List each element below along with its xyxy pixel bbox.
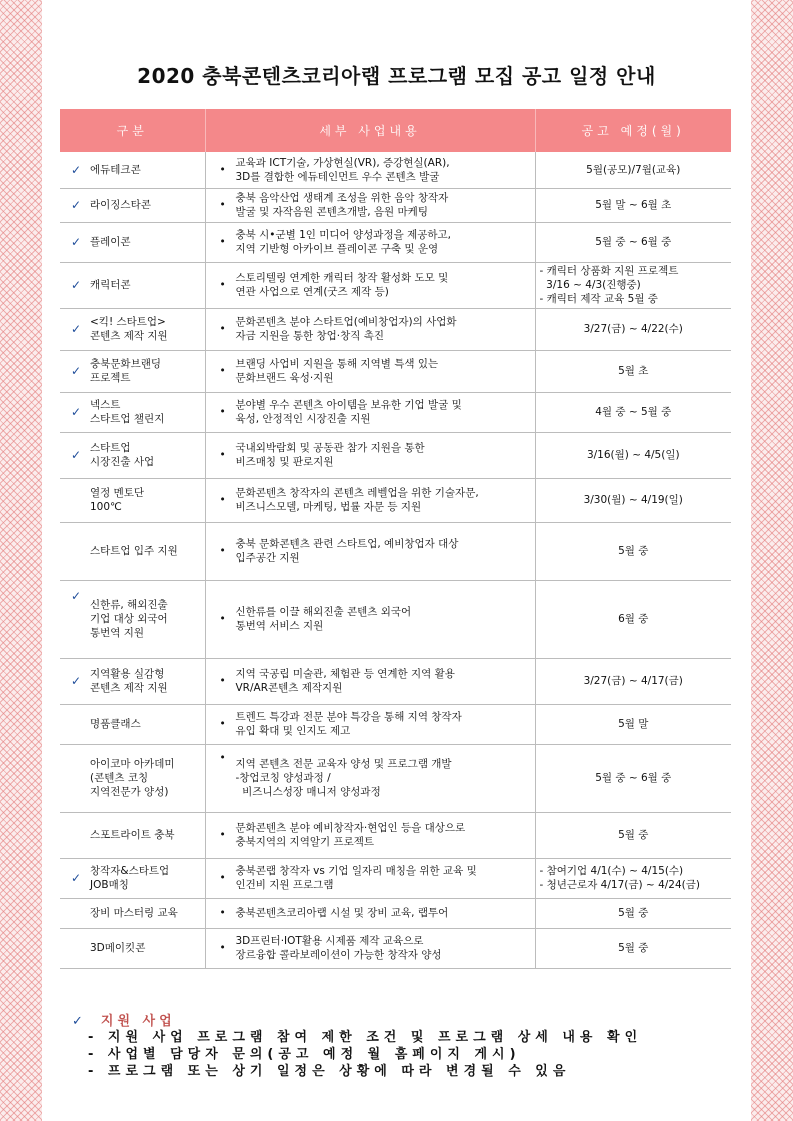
category-name: 100℃ [90,501,122,513]
schedule-cell [535,478,731,522]
details-text: VR/AR콘텐츠 제작지원 [235,682,343,694]
details-cell [205,928,535,968]
document-page [42,0,751,1121]
bullet-icon: • [219,163,226,176]
category-name: <킥! 스타트업> [90,316,166,328]
table-row [60,188,731,222]
details-cell [205,152,535,188]
bullet-icon: • [219,942,226,954]
check-icon: ✓ [71,448,82,462]
details-cell [205,898,535,928]
details-cell [205,350,535,392]
bullet-icon: • [219,872,226,884]
schedule-cell [535,152,731,188]
category-name: 넥스트 [90,399,121,411]
details-text: 지역 국공립 미술관, 체험관 등 연계한 지역 활용 [235,668,455,680]
schedule-text: 5월 중 [618,907,649,919]
footer-heading-text: 지원 사업 [100,1014,176,1029]
category-name: JOB매칭 [90,879,129,891]
details-text: 충북 음악산업 생태계 조성을 위한 음악 창작자 [235,192,449,204]
details-cell [205,478,535,522]
header-details: 세부 사업내용 [205,109,535,152]
category-name: 충북문화브랜딩 [90,358,162,370]
details-cell [205,262,535,308]
schedule-text: 3/30(월) ~ 4/19(일) [583,494,683,506]
details-text: 문화콘텐츠 분야 예비창작자·현업인 등을 대상으로 [235,822,466,834]
details-text: 신한류를 이끌 해외진출 콘텐츠 외국어 [235,606,412,618]
category-cell [60,580,205,658]
schedule-text: 3/16(월) ~ 4/5(일) [586,449,680,461]
category-name: 지역전문가 양성) [90,786,169,798]
schedule-cell [535,898,731,928]
details-cell [205,580,535,658]
check-icon: ✓ [71,405,82,419]
check-icon: ✓ [71,162,82,177]
category-cell [60,350,205,392]
table-row [60,478,731,522]
details-cell [205,744,535,812]
details-text: 3D프린터·IOT활용 시제품 제작 교육으로 [235,935,424,947]
category-name: 신한류, 해외진출 [90,599,168,611]
check-icon: ✓ [71,871,82,885]
schedule-text: 5월 중 [618,829,649,841]
category-name: 콘텐츠 제작 지원 [90,682,168,694]
table-header-row [60,109,731,152]
details-text: 충북콘랩 창작자 vs 기업 일자리 매칭을 위한 교육 및 [235,865,477,877]
schedule-text: 5월 말 ~ 6월 초 [595,199,672,211]
footer-line: - 지원 사업 프로그램 참여 제한 조건 및 프로그램 상세 내용 확인 [88,1030,643,1045]
details-text: 비즈니스모델, 마케팅, 법률 자문 등 지원 [235,501,422,513]
schedule-cell [535,432,731,478]
category-cell [60,188,205,222]
table-row [60,812,731,858]
category-name: 콘텐츠 제작 지원 [90,330,168,342]
details-text: 발굴 및 자작음원 콘텐츠개발, 음원 마케팅 [235,206,428,218]
schedule-cell [535,812,731,858]
details-text: 충북콘텐츠코리아랩 시설 및 장비 교육, 랩투어 [235,907,449,919]
schedule-cell [535,580,731,658]
schedule-text: 5월 중 ~ 6월 중 [595,236,672,248]
bullet-icon: • [219,751,226,764]
details-text: 트렌드 특강과 전문 분야 특강을 통해 지역 창작자 [235,711,462,723]
schedule-cell [535,858,731,898]
category-name: 스포트라이트 충북 [90,829,175,841]
category-name: 프로젝트 [90,372,131,384]
details-text: 연관 사업으로 연계(굿즈 제작 등) [235,286,389,298]
category-cell [60,812,205,858]
table-row [60,522,731,580]
bullet-icon: • [219,545,226,557]
bullet-icon: • [219,829,226,841]
table-row [60,704,731,744]
footer-heading [72,1010,732,1029]
table-row [60,928,731,968]
details-text: 충북 문화콘텐츠 관련 스타트업, 예비창업자 대상 [235,538,459,550]
details-text: 입주공간 지원 [235,552,300,564]
category-name: 기업 대상 외국어 [90,613,168,625]
details-text: 비즈니스성장 매니저 양성과정 [235,786,381,798]
category-name: 스타트업 챌린지 [90,413,165,425]
details-text: 충북 시•군별 1인 미디어 양성과정을 제공하고, [235,229,451,241]
details-cell [205,522,535,580]
details-text: 국내외박람회 및 공동관 참가 지원을 통한 [235,442,425,454]
category-name: 스타트업 입주 지원 [90,545,178,557]
schedule-cell [535,744,731,812]
details-text: 문화브랜드 육성·지원 [235,372,334,384]
bullet-icon: • [219,199,226,211]
check-icon: ✓ [71,278,82,292]
details-cell [205,222,535,262]
details-text: 통번역 서비스 지원 [235,620,324,632]
footer-notes [72,1010,732,1080]
details-cell [205,658,535,704]
schedule-cell [535,188,731,222]
check-icon: ✓ [71,235,82,249]
schedule-text: 3/27(금) ~ 4/17(금) [583,675,683,687]
details-text: 장르융합 콜라보레이션이 가능한 창작자 양성 [235,949,442,961]
header-category: 구분 [60,109,205,152]
schedule-table [60,109,731,969]
details-text: 자금 지원을 통한 창업·창직 촉진 [235,330,385,342]
table-row [60,744,731,812]
check-icon: ✓ [72,1014,87,1029]
category-cell [60,308,205,350]
page-title: 2020 충북콘텐츠코리아랩 프로그램 모집 공고 일정 안내 [137,64,656,88]
category-name: 시장진출 사업 [90,456,155,468]
schedule-text: 3/16 ~ 4/3(진행중) [539,279,641,291]
category-cell [60,222,205,262]
details-cell [205,188,535,222]
category-cell [60,432,205,478]
check-icon: ✓ [71,674,82,688]
bullet-icon: • [219,494,226,506]
details-text: 인건비 지원 프로그램 [235,879,334,891]
details-cell [205,704,535,744]
category-name: 통번역 지원 [90,627,145,639]
left-pattern-border [0,0,42,1121]
schedule-text: - 청년근로자 4/17(금) ~ 4/24(금) [539,879,700,891]
header-schedule: 공고 예정(월) [535,109,731,152]
bullet-icon: • [219,236,226,248]
bullet-icon: • [219,718,226,730]
right-pattern-border [751,0,793,1121]
details-text: 스토리텔링 연계한 캐릭터 창작 활성화 도모 및 [235,272,449,284]
category-cell [60,658,205,704]
category-cell [60,858,205,898]
schedule-cell [535,928,731,968]
details-text: 문화콘텐츠 분야 스타트업(예비창업자)의 사업화 [235,316,457,328]
schedule-cell [535,392,731,432]
details-cell [205,392,535,432]
schedule-text: 5월(공모)/7월(교육) [586,163,681,176]
schedule-text: 3/27(금) ~ 4/22(수) [583,323,683,335]
table-row [60,858,731,898]
category-name: 3D메이킷콘 [90,942,146,954]
details-text: 충북지역의 지역알기 프로젝트 [235,836,375,848]
category-cell [60,262,205,308]
schedule-text: 5월 말 [618,718,649,730]
details-cell [205,432,535,478]
category-name: 열정 멘토단 [90,487,145,499]
details-text: 육성, 안정적인 시장진출 지원 [235,413,371,425]
details-text: 3D를 결합한 에듀테인먼트 우수 콘텐츠 발굴 [235,170,440,183]
details-text: 브랜딩 사업비 지원을 통해 지역별 특색 있는 [235,358,439,370]
bullet-icon: • [219,449,226,461]
details-text: 지역 기반형 아카이브 플레이콘 구축 및 운영 [235,243,439,255]
category-name: 에듀테크콘 [90,163,141,176]
category-cell [60,744,205,812]
category-name: 플레이콘 [90,236,131,248]
check-icon: ✓ [71,322,82,336]
bullet-icon: • [219,675,226,687]
table-row [60,392,731,432]
check-icon: ✓ [71,588,82,603]
schedule-text: - 캐릭터 제작 교육 5월 중 [539,293,658,305]
category-name: 명품클래스 [90,718,141,730]
details-text: 지역 콘텐츠 전문 교육자 양성 및 프로그램 개발 [235,758,452,770]
details-cell [205,812,535,858]
category-cell [60,928,205,968]
schedule-text: - 참여기업 4/1(수) ~ 4/15(수) [539,865,684,877]
table-row [60,898,731,928]
bullet-icon: • [219,907,226,919]
category-name: 캐릭터콘 [90,279,131,291]
table-row [60,580,731,658]
bullet-icon: • [219,323,226,335]
bullet-icon: • [219,279,226,291]
details-text: -창업코칭 양성과정 / [235,772,331,784]
details-text: 교육과 ICT기술, 가상현실(VR), 증강현실(AR), [235,156,450,169]
bullet-icon: • [219,365,226,377]
category-name: 라이징스타콘 [90,199,151,211]
footer-line: - 사업별 담당자 문의(공고 예정 월 홈페이지 게시) [88,1047,521,1062]
table-row [60,308,731,350]
schedule-text: 4월 중 ~ 5월 중 [595,406,672,418]
schedule-text: 5월 초 [618,365,649,377]
schedule-cell [535,522,731,580]
table-row [60,222,731,262]
table-row [60,262,731,308]
schedule-text: 5월 중 ~ 6월 중 [595,772,672,784]
schedule-text: 5월 중 [618,545,649,557]
schedule-cell [535,350,731,392]
bullet-icon: • [219,406,226,418]
category-cell [60,704,205,744]
details-text: 분야별 우수 콘텐츠 아이템을 보유한 기업 발굴 및 [235,399,462,411]
schedule-text: 5월 중 [618,942,649,954]
details-text: 유입 확대 및 인지도 제고 [235,725,351,737]
category-name: 아이코마 아카데미 [90,758,175,770]
details-cell [205,308,535,350]
schedule-cell [535,222,731,262]
category-name: 창작자&스타트업 [90,865,170,877]
check-icon: ✓ [71,198,82,212]
category-cell [60,522,205,580]
table-row [60,432,731,478]
table-row [60,658,731,704]
category-name: 지역활용 실감형 [90,668,165,680]
schedule-cell [535,658,731,704]
category-name: 장비 마스터링 교육 [90,907,178,919]
category-cell [60,152,205,188]
table-row [60,152,731,188]
category-cell [60,478,205,522]
table-row [60,350,731,392]
category-name: (콘텐츠 코칭 [90,772,149,784]
schedule-text: - 캐릭터 상품화 지원 프로젝트 [539,265,679,277]
schedule-cell [535,704,731,744]
category-cell [60,898,205,928]
category-name: 스타트업 [90,442,131,454]
check-icon: ✓ [71,364,82,378]
schedule-cell [535,308,731,350]
details-cell [205,858,535,898]
footer-line: - 프로그램 또는 상기 일정은 상황에 따라 변경될 수 있음 [88,1064,571,1079]
schedule-text: 6월 중 [618,613,649,625]
details-text: 문화콘텐츠 창작자의 콘텐츠 레벨업을 위한 기술자문, [235,487,479,499]
bullet-icon: • [219,613,226,625]
details-text: 비즈매칭 및 판로지원 [235,456,334,468]
schedule-cell [535,262,731,308]
table-body [60,152,731,968]
category-cell [60,392,205,432]
